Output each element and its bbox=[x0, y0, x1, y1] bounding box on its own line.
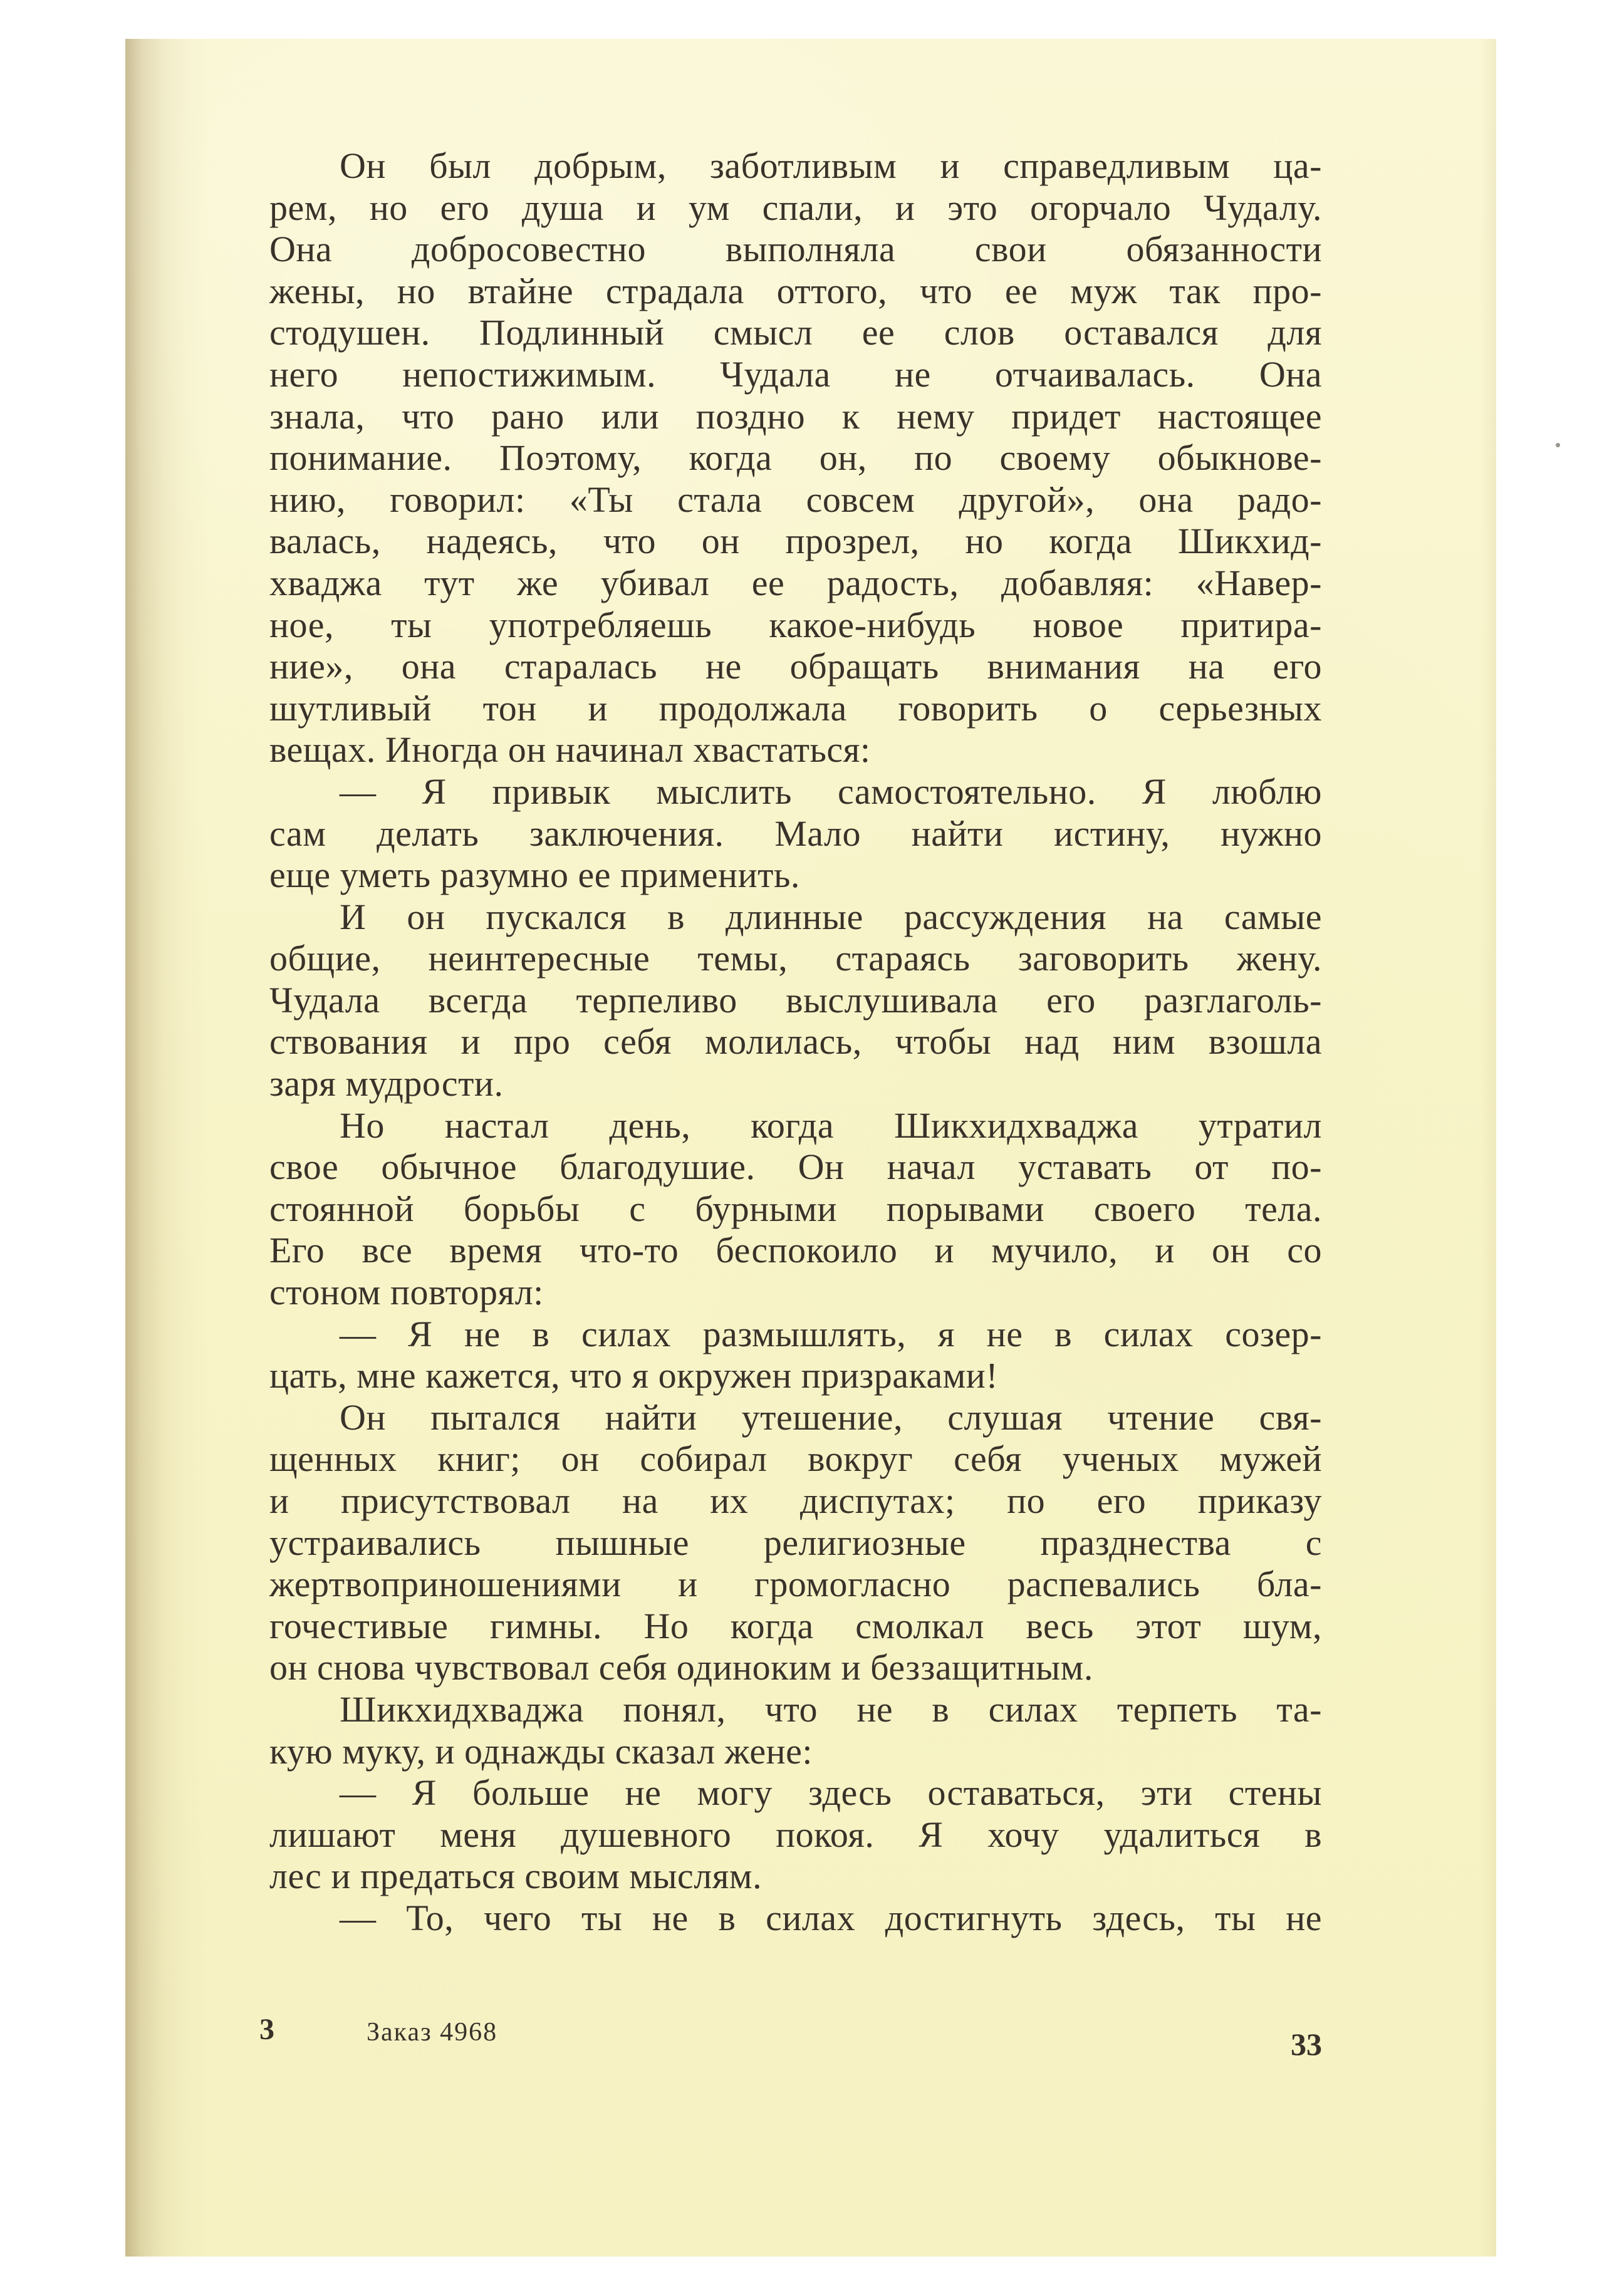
text-line: ное, ты употребляешь какое-нибудь новое притира- bbox=[269, 604, 1322, 645]
text-line: заря мудрости. bbox=[269, 1063, 504, 1104]
text-line: жены, но втайне страдала оттого, что ее муж так про- bbox=[269, 270, 1322, 311]
text-line: кую муку, и однажды сказал жене: bbox=[269, 1730, 813, 1772]
text-line: щенных книг; он собирал вокруг себя ученых мужей bbox=[269, 1438, 1322, 1480]
signature-number: 3 bbox=[259, 2013, 274, 2046]
text-line: Его все время что-то беспокоило и мучило, и он со bbox=[269, 1230, 1322, 1271]
text-line: вещах. Иногда он начинал хвастаться: bbox=[269, 729, 871, 771]
binding-edge-shadow bbox=[125, 39, 210, 2257]
text-line: Он пытался найти утешение, слушая чтение свя- bbox=[340, 1396, 1322, 1438]
text-line: еще уметь разумно ее применить. bbox=[269, 855, 800, 896]
text-block bbox=[269, 145, 1322, 1940]
text-line: — Я больше не могу здесь оставаться, эти стены bbox=[340, 1772, 1322, 1814]
book-page bbox=[125, 39, 1496, 2257]
text-line: него непостижимым. Чудала не отчаивалась. Она bbox=[269, 353, 1322, 395]
text-line: хваджа тут же убивал ее радость, добавляя: «Навер- bbox=[269, 562, 1322, 603]
text-line: цать, мне кажется, что я окружен призраками! bbox=[269, 1355, 999, 1396]
text-line: стодушен. Подлинный смысл ее слов оставался для bbox=[269, 312, 1322, 353]
text-line: и присутствовал на их диспутах; по его приказу bbox=[269, 1480, 1322, 1521]
text-line: валась, надеясь, что он прозрел, но когда Шикхид- bbox=[269, 521, 1322, 562]
text-line: стоном повторял: bbox=[269, 1272, 544, 1313]
text-line: И он пускался в длинные рассуждения на самые bbox=[340, 896, 1322, 937]
text-line: шутливый тон и продолжала говорить о серьезных bbox=[269, 687, 1322, 729]
print-order-number: Заказ 4968 bbox=[367, 2018, 498, 2047]
text-line: Но настал день, когда Шикхидхваджа утратил bbox=[340, 1104, 1322, 1146]
text-line: ствования и про себя молилась, чтобы над ним взошла bbox=[269, 1021, 1322, 1062]
text-line: — Я не в силах размышлять, я не в силах созер- bbox=[340, 1313, 1322, 1354]
page-number: 33 bbox=[1291, 2027, 1322, 2062]
text-line: нию, говорил: «Ты стала совсем другой», она радо- bbox=[269, 479, 1322, 520]
text-line: лес и предаться своим мыслям. bbox=[269, 1856, 763, 1897]
text-line: стоянной борьбы с бурными порывами своего тела. bbox=[269, 1188, 1322, 1229]
text-line: — Я привык мыслить самостоятельно. Я люблю bbox=[340, 771, 1322, 812]
text-line: он снова чувствовал себя одиноким и беззащитным. bbox=[269, 1647, 1093, 1688]
text-line: знала, что рано или поздно к нему придет настоящее bbox=[269, 395, 1322, 437]
text-line: ние», она старалась не обращать внимания на его bbox=[269, 646, 1322, 687]
page-right-edge-shade bbox=[1480, 39, 1496, 2257]
text-line: Он был добрым, заботливым и справедливым ца- bbox=[340, 145, 1322, 186]
text-line: понимание. Поэтому, когда он, по своему обыкнове- bbox=[269, 437, 1322, 479]
text-line: Она добросовестно выполняла свои обязанности bbox=[269, 229, 1322, 270]
text-line: — То, чего ты не в силах достигнуть здесь, ты не bbox=[340, 1897, 1322, 1938]
text-line: гочестивые гимны. Но когда смолкал весь этот шум, bbox=[269, 1605, 1322, 1646]
text-line: сам делать заключения. Мало найти истину, нужно bbox=[269, 813, 1322, 854]
scan-speck bbox=[1556, 443, 1560, 447]
text-line: лишают меня душевного покоя. Я хочу удалиться в bbox=[269, 1814, 1322, 1855]
text-line: рем, но его душа и ум спали, и это огорчало Чудалу. bbox=[269, 187, 1322, 228]
text-line: Шикхидхваджа понял, что не в силах терпеть та- bbox=[340, 1688, 1322, 1730]
page-footer bbox=[259, 2012, 1322, 2087]
text-line: общие, неинтересные темы, стараясь заговорить жену. bbox=[269, 938, 1322, 979]
text-line: устраивались пышные религиозные празднества с bbox=[269, 1522, 1322, 1563]
text-line: жертвоприношениями и громогласно распевались бла- bbox=[269, 1564, 1322, 1605]
text-line: свое обычное благодушие. Он начал уставать от по- bbox=[269, 1146, 1322, 1188]
text-line: Чудала всегда терпеливо выслушивала его разглаголь- bbox=[269, 979, 1322, 1021]
